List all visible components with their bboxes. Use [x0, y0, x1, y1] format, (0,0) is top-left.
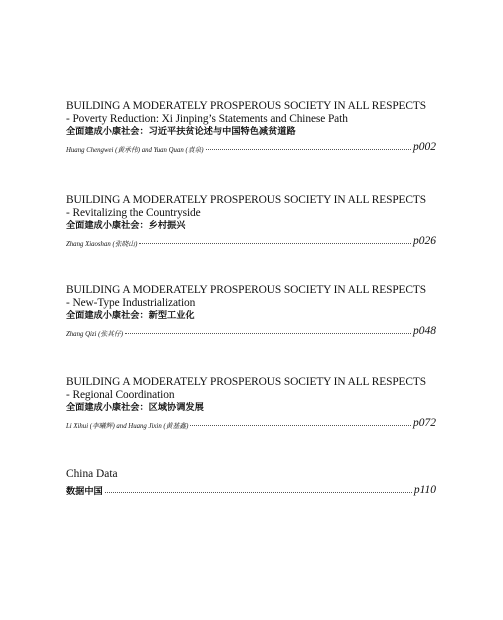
toc-entry-china-data[interactable] [66, 468, 436, 497]
entry-title-zh: 全面建成小康社会：新型工业化 [66, 310, 195, 321]
china-data-title: China Data [66, 468, 118, 480]
entry-title-zh: 全面建成小康社会：乡村振兴 [66, 220, 186, 231]
entry-authors: Li Xihui (李曦辉) and Huang Jixin (黄基鑫) [66, 423, 189, 430]
entry-page-number[interactable]: p002 [413, 141, 436, 153]
entry-title-line2: - Revitalizing the Countryside [66, 207, 201, 219]
china-data-line [66, 483, 436, 497]
author-line [66, 140, 436, 154]
dot-leader [125, 332, 411, 334]
toc-entry-new-type-industrialization[interactable] [66, 284, 436, 338]
entry-authors: Huang Chengwei (黄承伟) and Yuan Quan (袁泉) [66, 147, 204, 154]
entry-authors: Zhang Xiaoshan (张晓山) [66, 241, 138, 248]
toc-entry-revitalizing-countryside[interactable] [66, 194, 436, 248]
toc-entry-regional-coordination[interactable] [66, 376, 436, 430]
author-line [66, 324, 436, 338]
entry-title-zh: 全面建成小康社会：区域协调发展 [66, 402, 204, 413]
entry-page-number[interactable]: p026 [413, 235, 436, 247]
entry-title-line2: - Poverty Reduction: Xi Jinping’s Statements and Chinese Path [66, 113, 348, 125]
entry-title-line1: BUILDING A MODERATELY PROSPEROUS SOCIETY IN ALL RESPECTS [66, 376, 427, 388]
entry-title-line1: BUILDING A MODERATELY PROSPEROUS SOCIETY IN ALL RESPECTS [66, 100, 427, 112]
author-line [66, 234, 436, 248]
toc-entry-poverty-reduction[interactable] [66, 100, 436, 154]
entry-title-line2: - New-Type Industrialization [66, 297, 196, 309]
dot-leader [139, 242, 411, 244]
entry-title-zh: 全面建成小康社会：习近平扶贫论述与中国特色减贫道路 [66, 126, 296, 137]
entry-authors: Zhang Qizi (张其仔) [66, 331, 124, 338]
entry-title-line1: BUILDING A MODERATELY PROSPEROUS SOCIETY IN ALL RESPECTS [66, 284, 427, 296]
dot-leader [105, 491, 412, 493]
entry-title-line1: BUILDING A MODERATELY PROSPEROUS SOCIETY IN ALL RESPECTS [66, 194, 427, 206]
dot-leader [206, 148, 411, 150]
entry-title-line2: - Regional Coordination [66, 389, 175, 401]
dot-leader [190, 424, 411, 426]
china-data-title-zh: 数据中国 [66, 486, 103, 497]
entry-page-number[interactable]: p110 [413, 484, 436, 496]
author-line [66, 416, 436, 430]
entry-page-number[interactable]: p072 [413, 417, 436, 429]
entry-page-number[interactable]: p048 [413, 325, 436, 337]
